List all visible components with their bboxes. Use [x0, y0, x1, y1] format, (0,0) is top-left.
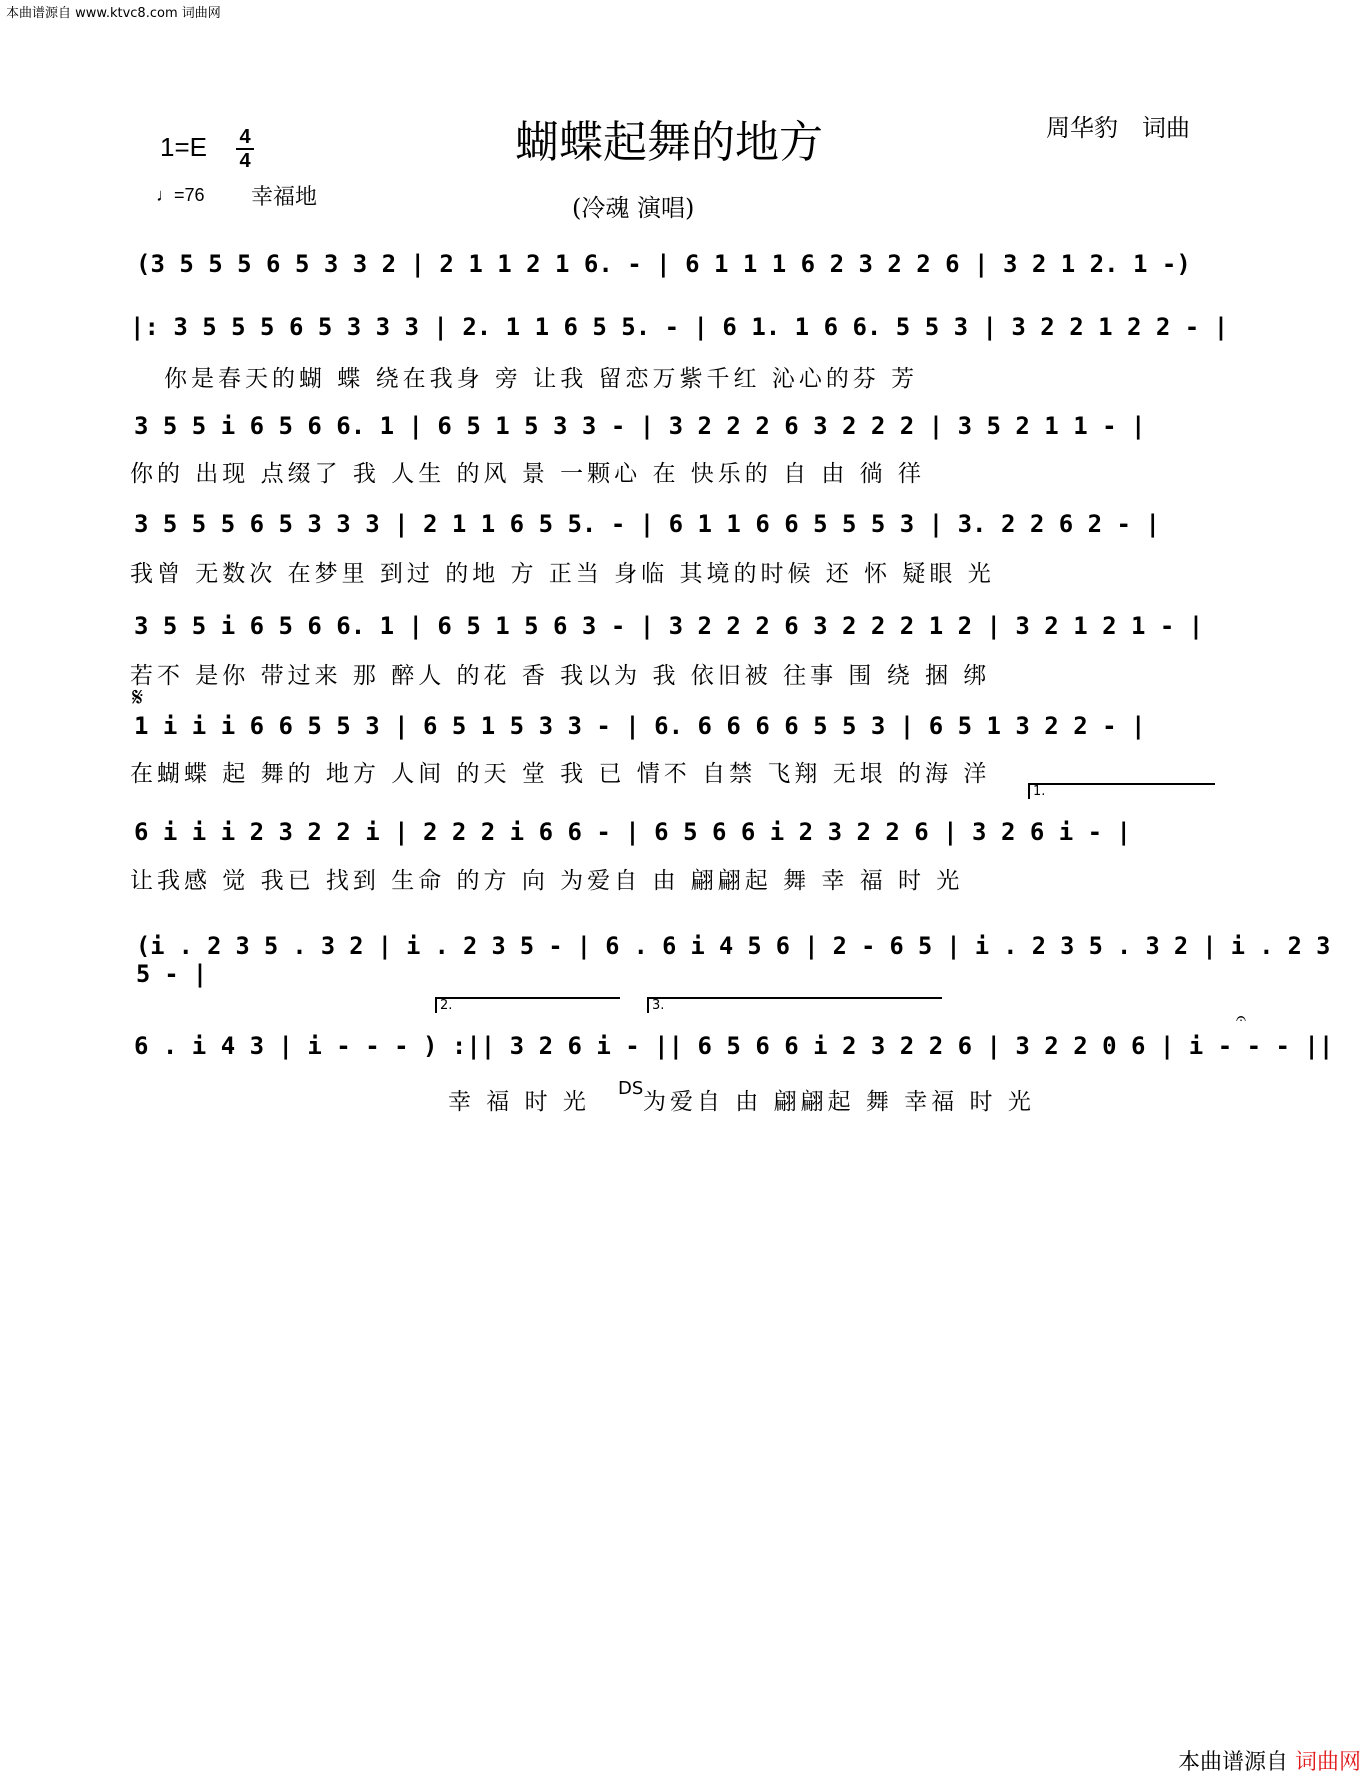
time-sig-bottom: 4	[239, 150, 251, 172]
staff-5: 3 5 5 i 6 5 6 6. 1 | 6 5 1 5 6 3 - | 3 2 2 2 6 3 2 2 2 1 2 | 3 2 1 2 1 - |	[134, 612, 1204, 640]
time-signature	[236, 126, 254, 172]
watermark-top: 本曲谱源自 www.ktvc8.com 词曲网	[6, 6, 221, 21]
song-title: 蝴蝶起舞的地方	[515, 117, 823, 168]
composer: 周华豹 词曲	[1046, 114, 1190, 142]
watermark-bottom-plain: 本曲谱源自	[1177, 1750, 1288, 1775]
style-label: 幸福地	[251, 185, 318, 210]
lyric-line-5: 在蝴蝶 起 舞的 地方 人间 的天 堂 我 已 情不 自禁 飞翔 无垠 的海 洋	[130, 761, 991, 787]
key-signature: 1=E	[160, 132, 207, 162]
staff-7: 6 i i i 2 3 2 2 i | 2 2 2 i 6 6 - | 6 5 6 6 i 2 3 2 2 6 | 3 2 6 i - |	[134, 818, 1131, 846]
staff-4: 3 5 5 5 6 5 3 3 3 | 2 1 1 6 5 5. - | 6 1 1 6 6 5 5 5 3 | 3. 2 2 6 2 - |	[134, 510, 1160, 538]
volta-3: 3.	[647, 997, 942, 1013]
staff-3: 3 5 5 i 6 5 6 6. 1 | 6 5 1 5 3 3 - | 3 2 2 2 6 3 2 2 2 | 3 5 2 1 1 - |	[134, 412, 1146, 440]
staff-6: 1 i i i 6 6 5 5 3 | 6 5 1 5 3 3 - | 6. 6 6 6 6 5 5 3 | 6 5 1 3 2 2 - |	[134, 712, 1146, 740]
staff-9: 6 . i 4 3 | i - - - ) :|| 3 2 6 i - || 6 5 6 6 i 2 3 2 2 6 | 3 2 2 0 6 | i - - - ||	[134, 1032, 1334, 1060]
staff-8: (i . 2 3 5 . 3 2 | i . 2 3 5 - | 6 . 6 i 4 5 6 | 2 - 6 5 | i . 2 3 5 . 3 2 | i . 2 3 5 - |	[136, 932, 1331, 988]
lyric-line-1: 你是春天的蝴 蝶 绕在我身 旁 让我 留恋万紫千红 沁心的芬 芳	[164, 366, 919, 392]
fermata-icon: 𝄐	[1236, 1008, 1247, 1029]
time-sig-top: 4	[239, 126, 251, 148]
volta-1: 1.	[1028, 783, 1215, 799]
lyric-line-2: 你的 出现 点缀了 我 人生 的风 景 一颗心 在 快乐的 自 由 徜 徉	[130, 461, 926, 487]
lyric-line-3: 我曾 无数次 在梦里 到过 的地 方 正当 身临 其境的时候 还 怀 疑眼 光	[130, 561, 995, 587]
lyric-line-6: 让我感 觉 我已 找到 生命 的方 向 为爱自 由 翩翩起 舞 幸 福 时 光	[130, 868, 964, 894]
volta-2: 2.	[435, 997, 620, 1013]
staff-2: |: 3 5 5 5 6 5 3 3 3 | 2. 1 1 6 5 5. - | 6 1. 1 6 6. 5 5 3 | 3 2 2 1 2 2 - |	[130, 313, 1229, 341]
watermark-bottom-red: 词曲网	[1294, 1750, 1361, 1775]
staff-1: (3 5 5 5 6 5 3 3 2 | 2 1 1 2 1 6. - | 6 1 1 1 6 2 3 2 2 6 | 3 2 1 2. 1 -)	[136, 250, 1191, 278]
watermark-bottom	[1178, 1745, 1361, 1776]
tempo-marking: ♩=76	[156, 185, 205, 205]
lyric-line-4: 若不 是你 带过来 那 醉人 的花 香 我以为 我 依旧被 往事 围 绕 捆 绑	[130, 663, 991, 689]
ds-mark: DS	[618, 1078, 644, 1099]
segno-mark: 𝄋	[132, 683, 144, 713]
performer: (冷魂 演唱)	[572, 194, 695, 222]
lyric-line-7: 幸 福 时 光	[448, 1089, 590, 1115]
lyric-line-8: 为爱自 由 翩翩起 舞 幸福 时 光	[643, 1089, 1035, 1115]
